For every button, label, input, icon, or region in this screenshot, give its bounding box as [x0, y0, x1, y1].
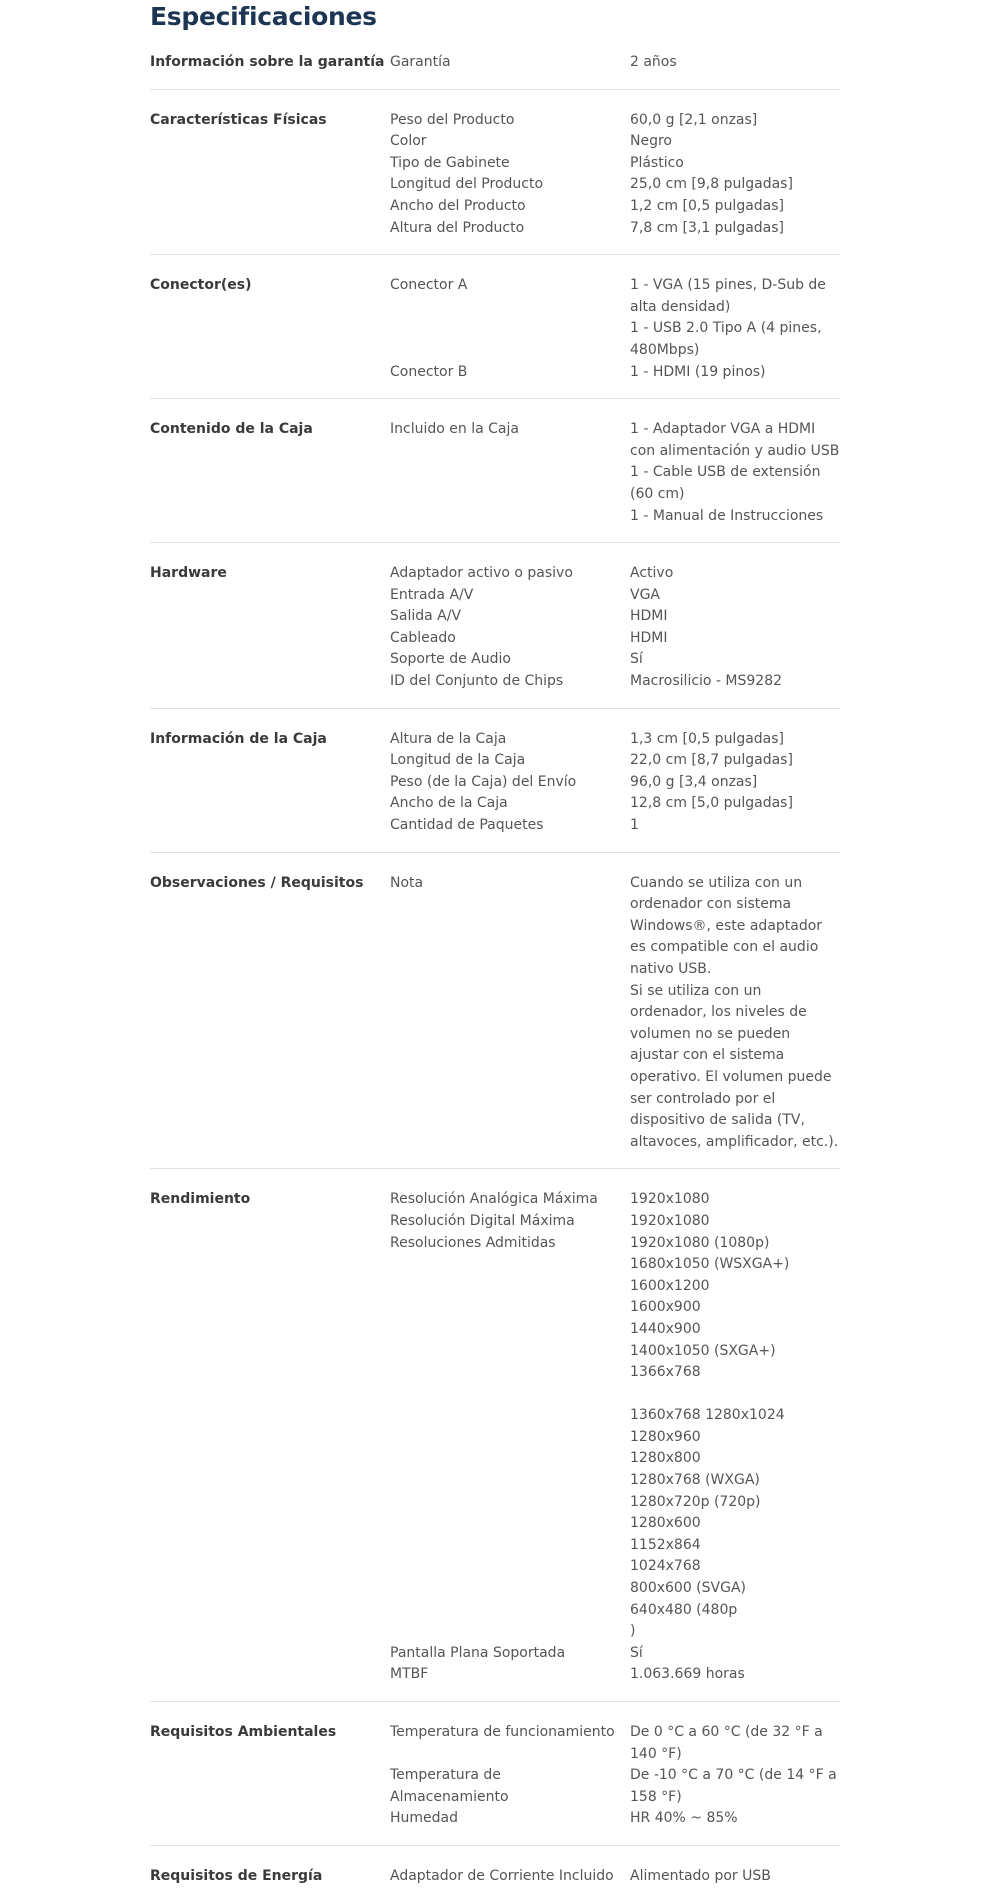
spec-label: Ancho del Producto — [390, 197, 526, 214]
spec-value: De -10 °C a 70 °C (de 14 °F a 158 °F) — [630, 1767, 837, 1805]
spec-values — [630, 585, 840, 607]
spec-rows — [390, 873, 840, 1154]
spec-row — [390, 218, 840, 240]
spec-row — [390, 174, 840, 196]
spec-value: VGA — [630, 586, 661, 603]
spec-label: Tipo de Gabinete — [390, 154, 510, 171]
spec-row — [390, 131, 840, 153]
spec-values — [630, 628, 840, 650]
spec-section — [150, 399, 840, 543]
spec-values — [630, 649, 840, 671]
spec-section — [150, 853, 840, 1170]
spec-value: 1 - VGA (15 pines, D-Sub de alta densidad) — [630, 277, 826, 315]
spec-label: Resolución Analógica Máxima — [390, 1191, 598, 1208]
spec-value: 1280x768 (WXGA) — [630, 1472, 760, 1489]
spec-value: 1280x720p (720p) — [630, 1493, 761, 1510]
spec-value: De 0 °C a 60 °C (de 32 °F a 140 °F) — [630, 1724, 823, 1762]
spec-values — [630, 419, 840, 527]
spec-row — [390, 153, 840, 175]
spec-value: 640x480 (480p — [630, 1601, 738, 1618]
spec-rows — [390, 1189, 840, 1686]
spec-row — [390, 815, 840, 837]
spec-row — [390, 1211, 840, 1233]
spec-value: 1,3 cm [0,5 pulgadas] — [630, 730, 785, 747]
spec-value: 1,2 cm [0,5 pulgadas] — [630, 197, 785, 214]
spec-section — [150, 1702, 840, 1846]
spec-label: Altura de la Caja — [390, 730, 507, 747]
spec-row — [390, 1664, 840, 1686]
spec-value: 1920x1080 (1080p) 1680x1050 (WSXGA+) — [630, 1234, 790, 1273]
spec-value: 1280x600 — [630, 1515, 701, 1532]
spec-rows — [390, 275, 840, 383]
spec-values — [630, 196, 840, 218]
spec-values — [630, 1866, 840, 1888]
spec-section-title: Características Físicas — [150, 111, 327, 128]
spec-section-title: Observaciones / Requisitos — [150, 874, 364, 891]
spec-section — [150, 44, 840, 90]
spec-values — [630, 52, 840, 74]
spec-value: ) — [630, 1623, 636, 1640]
spec-values — [630, 1808, 840, 1830]
spec-section-title: Rendimiento — [150, 1191, 251, 1208]
spec-label: Cableado — [390, 629, 456, 646]
spec-row — [390, 729, 840, 751]
spec-rows — [390, 563, 840, 693]
spec-values — [630, 772, 840, 794]
spec-values — [630, 153, 840, 175]
spec-label: Conector A — [390, 277, 468, 294]
spec-value — [630, 1384, 840, 1406]
spec-label: Conector B — [390, 363, 468, 380]
spec-label: Ancho de la Caja — [390, 795, 508, 812]
spec-value: 60,0 g [2,1 onzas] — [630, 111, 758, 128]
spec-value: Sí — [630, 651, 643, 668]
spec-row — [390, 873, 840, 1154]
spec-label: Pantalla Plana Soportada — [390, 1644, 566, 1661]
spec-rows — [390, 1722, 840, 1830]
spec-section-title: Hardware — [150, 565, 227, 582]
spec-section-title: Requisitos Ambientales — [150, 1724, 337, 1740]
spec-row — [390, 671, 840, 693]
spec-value: 1600x900 — [630, 1299, 701, 1316]
spec-value: 1280x800 — [630, 1450, 701, 1467]
spec-label: Resoluciones Admitidas — [390, 1234, 556, 1251]
spec-value: 25,0 cm [9,8 pulgadas] — [630, 176, 793, 193]
spec-value: HR 40% ~ 85% — [630, 1810, 738, 1827]
spec-row — [390, 1808, 840, 1830]
spec-row — [390, 110, 840, 132]
spec-value: 1152x864 — [630, 1536, 701, 1553]
spec-value: Si se utiliza con un ordenador, los niveles de volumen no se pueden ajustar con el sistema operativo. El volumen puede ser controlado por el dispositivo de salida (TV, altavoces, amplificador, etc.). — [630, 982, 839, 1150]
spec-values — [630, 362, 840, 384]
spec-row — [390, 585, 840, 607]
spec-row — [390, 196, 840, 218]
spec-values — [630, 1233, 840, 1643]
spec-label: Temperatura de funcionamiento — [390, 1724, 615, 1740]
spec-values — [630, 174, 840, 196]
spec-row — [390, 1722, 840, 1765]
spec-section-title: Información de la Caja — [150, 730, 327, 747]
spec-value: 1400x1050 (SXGA+) — [630, 1342, 776, 1359]
spec-values — [630, 606, 840, 628]
spec-values — [630, 750, 840, 772]
spec-label: Nota — [390, 874, 424, 891]
page-title: Especificaciones — [150, 2, 377, 31]
spec-label: Garantía — [390, 54, 451, 70]
spec-value: 1440x900 — [630, 1320, 701, 1337]
spec-row — [390, 1866, 840, 1888]
spec-label: Longitud de la Caja — [390, 752, 526, 769]
spec-values — [630, 873, 840, 1154]
spec-value: Plástico — [630, 154, 684, 171]
spec-value: Activo — [630, 565, 674, 582]
spec-rows — [390, 729, 840, 837]
spec-row — [390, 275, 840, 361]
spec-section — [150, 1169, 840, 1702]
spec-label: Altura del Producto — [390, 219, 525, 236]
spec-values — [630, 793, 840, 815]
spec-rows — [390, 419, 840, 527]
spec-section-title: Contenido de la Caja — [150, 421, 313, 438]
spec-label: Color — [390, 133, 427, 150]
spec-value: HDMI — [630, 629, 668, 646]
spec-values — [630, 1643, 840, 1665]
spec-value: Alimentado por USB — [630, 1867, 771, 1884]
spec-value: Sí — [630, 1644, 643, 1661]
spec-rows — [390, 1866, 840, 1888]
spec-value: 1600x1200 — [630, 1277, 710, 1294]
spec-row — [390, 1189, 840, 1211]
spec-section — [150, 90, 840, 256]
spec-label: Entrada A/V — [390, 586, 474, 603]
spec-value: 800x600 (SVGA) — [630, 1580, 746, 1597]
spec-section — [150, 543, 840, 709]
spec-values — [630, 1189, 840, 1211]
spec-value: 1.063.669 horas — [630, 1666, 745, 1683]
spec-value: 1360x768 1280x1024 — [630, 1407, 785, 1424]
spec-value: 1920x1080 — [630, 1212, 710, 1229]
spec-label: Temperatura de Almacenamiento — [390, 1767, 509, 1805]
spec-label: Humedad — [390, 1810, 459, 1827]
spec-value: 1 - Manual de Instrucciones — [630, 507, 824, 524]
spec-section — [150, 255, 840, 399]
spec-section-title: Conector(es) — [150, 277, 252, 294]
spec-value: 7,8 cm [3,1 pulgadas] — [630, 219, 785, 236]
spec-label: Peso (de la Caja) del Envío — [390, 773, 577, 790]
spec-value: HDMI — [630, 608, 668, 625]
spec-values — [630, 729, 840, 751]
spec-row — [390, 628, 840, 650]
spec-row — [390, 793, 840, 815]
spec-label: Salida A/V — [390, 608, 462, 625]
spec-values — [630, 110, 840, 132]
spec-values — [630, 1722, 840, 1765]
spec-value: 1 — [630, 817, 639, 834]
spec-rows — [390, 52, 840, 74]
spec-row — [390, 52, 840, 74]
spec-label: Peso del Producto — [390, 111, 515, 128]
spec-value: 1920x1080 — [630, 1191, 710, 1208]
spec-label: Adaptador activo o pasivo — [390, 565, 573, 582]
spec-label: Soporte de Audio — [390, 651, 511, 668]
spec-section-title: Información sobre la garantía — [150, 54, 385, 70]
spec-row — [390, 606, 840, 628]
spec-row — [390, 1233, 840, 1643]
spec-label: Longitud del Producto — [390, 176, 544, 193]
spec-value: 1366x768 — [630, 1364, 701, 1381]
spec-value: 12,8 cm [5,0 pulgadas] — [630, 795, 793, 812]
spec-row — [390, 750, 840, 772]
spec-section-title: Requisitos de Energía — [150, 1867, 323, 1884]
spec-value: 1 - USB 2.0 Tipo A (4 pines, 480Mbps) — [630, 320, 822, 358]
spec-row — [390, 362, 840, 384]
spec-value: 2 años — [630, 54, 677, 70]
spec-value: 1 - HDMI (19 pinos) — [630, 363, 766, 380]
spec-values — [630, 671, 840, 693]
spec-label: ID del Conjunto de Chips — [390, 673, 564, 690]
specifications-table — [150, 44, 840, 1903]
spec-label: Cantidad de Paquetes — [390, 817, 544, 834]
spec-values — [630, 131, 840, 153]
spec-row — [390, 419, 840, 527]
spec-values — [630, 275, 840, 361]
spec-value: 1024x768 — [630, 1558, 701, 1575]
spec-values — [630, 1765, 840, 1808]
spec-values — [630, 1211, 840, 1233]
spec-row — [390, 649, 840, 671]
spec-row — [390, 1643, 840, 1665]
spec-values — [630, 563, 840, 585]
spec-row — [390, 563, 840, 585]
spec-value: Negro — [630, 133, 672, 150]
spec-row — [390, 1765, 840, 1808]
spec-rows — [390, 110, 840, 240]
spec-values — [630, 1664, 840, 1686]
spec-value: Cuando se utiliza con un ordenador con sistema Windows®, este adaptador es compatible con el audio nativo USB. — [630, 874, 823, 977]
spec-value: Macrosilicio - MS9282 — [630, 673, 783, 690]
spec-label: MTBF — [390, 1666, 429, 1683]
spec-value: 96,0 g [3,4 onzas] — [630, 773, 758, 790]
spec-label: Incluido en la Caja — [390, 421, 519, 438]
spec-section — [150, 1846, 840, 1903]
spec-section — [150, 709, 840, 853]
spec-values — [630, 218, 840, 240]
spec-row — [390, 772, 840, 794]
spec-value: 22,0 cm [8,7 pulgadas] — [630, 752, 793, 769]
spec-value: 1280x960 — [630, 1428, 701, 1445]
spec-value: 1 - Cable USB de extensión (60 cm) — [630, 464, 821, 502]
spec-values — [630, 815, 840, 837]
spec-value: 1 - Adaptador VGA a HDMI con alimentación y audio USB — [630, 421, 840, 459]
spec-label: Resolución Digital Máxima — [390, 1212, 575, 1229]
spec-label: Adaptador de Corriente Incluido — [390, 1867, 614, 1884]
